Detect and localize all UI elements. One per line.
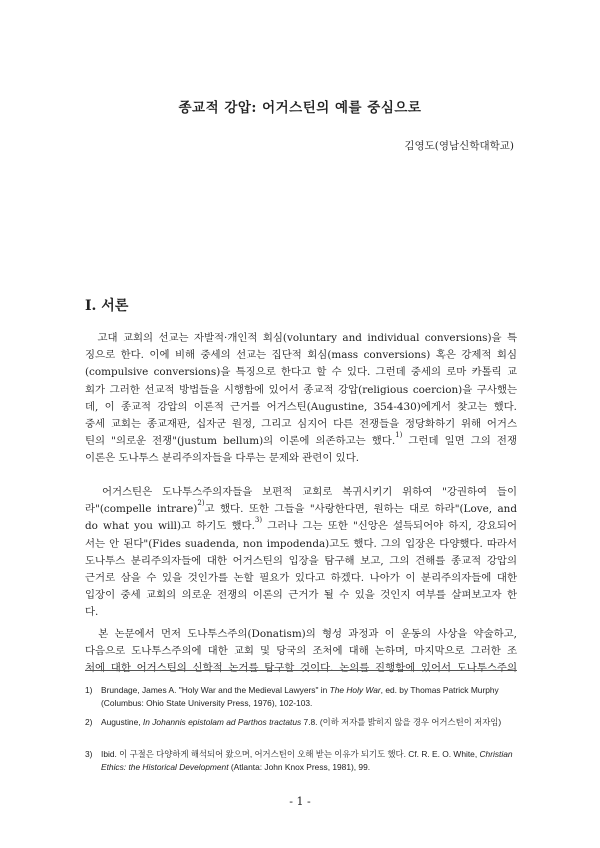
footnote-3 (85, 748, 517, 774)
footnote-number: 1) (85, 685, 93, 695)
text-line: 어거스틴은 도나투스주의자들을 보편적 교회로 복귀시키기 위하여 "강권하여 들이 (85, 486, 517, 498)
footnote-text-segment: , ed. by Thomas Patrick Murphy (Columbus: Ohio State University Press, 1976), 102-103. (101, 685, 499, 708)
text-line: 회가 그러한 선교적 방법들을 시행함에 있어서 종교적 강압(religious coercion)을 구사했는 (85, 383, 517, 396)
paragraph-2 (85, 484, 517, 622)
text-line: 처에 대한 어거스틴의 신학적 논거를 탐구할 것이다. 논의를 진행함에 있어서 도나투스주의 (85, 662, 517, 675)
text-line: 근거로 삼을 수 있을 것인가를 논할 필요가 있다고 하겠다. 나아가 이 분리주의자들에 대한 (85, 572, 517, 585)
text-line: 다. (85, 606, 99, 619)
footnote-text-segment: Brundage, James A. "Holy War and the Medieval Lawyers" in (101, 685, 330, 695)
author-affiliation: 김영도(영남신학대학교) (404, 140, 514, 152)
footnote-text-segment: (Atlanta: John Knox Press, 1981), 99. (228, 761, 371, 772)
text-line (85, 518, 517, 535)
page-number: - 1 - (289, 795, 311, 808)
text-line: 도나투스 분리주의자들에 대한 어거스틴의 입장을 탐구해 보고, 그의 견해를 종교적 강압의 (85, 554, 517, 567)
text-segment: 고 했다. 또한 그들을 "사랑한다면, 원하는 대로 하라"(Love, and (204, 503, 517, 516)
footnote-ref[interactable]: 2) (197, 499, 205, 508)
text-segment: 그런데 일면 그의 전쟁 (402, 435, 517, 448)
text-line: 이론은 도나투스 분리주의자들을 다루는 문제와 관련이 있다. (85, 452, 360, 465)
footnote-number: 2) (85, 717, 93, 727)
text-line: 중세 교회는 종교재판, 십자군 원정, 그리고 심지어 다른 전쟁들을 정당화하기 위해 어거스 (85, 418, 517, 431)
paragraph-1 (85, 330, 517, 468)
footnote-text (101, 716, 517, 729)
paper-title: 종교적 강압: 어거스틴의 예를 중심으로 (178, 100, 422, 116)
text-segment: do what you will)고 하기도 했다. (85, 520, 255, 533)
footnote-text-segment: Augustine, (101, 717, 143, 727)
footnote-1 (85, 684, 517, 710)
text-line: 고대 교회의 선교는 자발적·개인적 회심(voluntary and individual conversions)을 특 (85, 332, 517, 344)
footnote-number: 3) (85, 749, 93, 759)
text-line: 데, 이 종교적 강압의 이론적 근거를 어거스틴(Augustine, 354-430)에게서 찾고는 했다. (85, 400, 517, 413)
footnote-text (101, 748, 517, 774)
footnote-italic-title: Christian Ethics: the Historical Development (101, 749, 513, 772)
text-line: 다음으로 도나투스주의에 대한 교회 및 당국의 조처에 대해 논하며, 마지막으로 그러한 조 (85, 645, 517, 658)
section-heading: Ⅰ. 서론 (85, 298, 129, 314)
text-line: (compulsive conversions)을 특징으로 한다고 할 수 있다. 그런데 중세의 로마 카톨릭 교 (85, 366, 517, 379)
text-segment: 그러나 그는 또한 "신앙은 설득되어야 하지, 강요되어 (262, 520, 517, 533)
footnote-ref[interactable]: 1) (395, 431, 403, 440)
text-line: 서는 안 된다"(Fides suadenda, non impodenda)고도 했다. 그의 입장은 다양했다. 따라서 (85, 537, 517, 550)
text-line (85, 433, 517, 450)
footnote-italic-title: The Holy War (329, 685, 381, 695)
footnote-divider (85, 670, 517, 671)
text-segment: 라"(compelle intrare) (85, 503, 198, 516)
text-line: 본 논문에서 먼저 도나투스주의(Donatism)의 형성 과정과 이 운동의 사상을 약술하고, (85, 628, 517, 640)
footnote-2 (85, 716, 517, 729)
footnote-italic-title: In Johannis epistolam ad Parthos tractatus (142, 717, 302, 727)
text-line: 징으로 한다. 이에 비해 중세의 선교는 집단적 회심(mass conversions) 혹은 강제적 회심 (85, 349, 517, 362)
footnote-text-segment: Ibid. 이 구절은 다양하게 해석되어 왔으며, 어거스틴이 오해 받는 이유가 되기도 했다. Cf. R. E. O. White, (101, 749, 480, 759)
footnote-ref[interactable]: 3) (254, 516, 263, 525)
text-line (85, 501, 517, 518)
text-line: 입장이 중세 교회의 의로운 전쟁의 이론의 근거가 될 수 있을 것인지 여부를 살펴보고자 한 (85, 589, 517, 602)
footnote-text-segment: 7.8. (이하 저자를 밝히지 않을 경우 어거스틴이 저자임) (301, 717, 502, 727)
text-segment: 틴의 "의로운 전쟁"(justum bellum)의 이론에 의존하고는 했다. (85, 435, 396, 448)
footnote-text (101, 684, 517, 710)
